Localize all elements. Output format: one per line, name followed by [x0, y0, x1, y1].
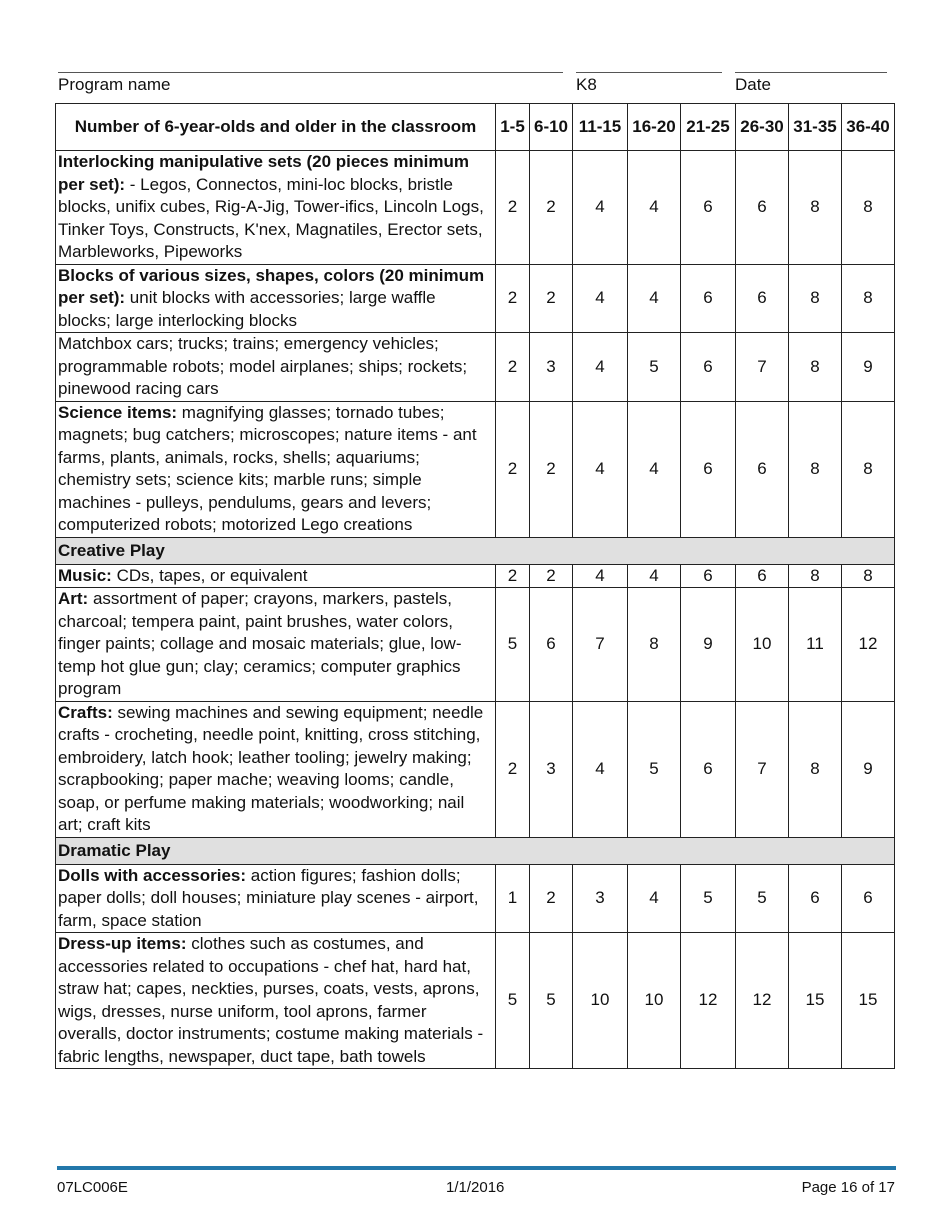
column-header-range: 16-20 — [628, 104, 681, 151]
footer-rule — [57, 1166, 896, 1170]
item-description — [56, 401, 496, 537]
quantity-cell: 4 — [573, 333, 628, 402]
item-details: unit blocks with accessories; large waffle blocks; large interlocking blocks — [58, 288, 436, 330]
column-header-range: 26-30 — [736, 104, 789, 151]
table-row — [56, 933, 895, 1069]
quantity-cell: 8 — [789, 333, 842, 402]
table-row — [56, 401, 895, 537]
quantity-cell: 4 — [573, 564, 628, 588]
quantity-cell: 2 — [530, 151, 573, 265]
quantity-cell: 8 — [789, 401, 842, 537]
table-header-row — [56, 104, 895, 151]
quantity-cell: 6 — [681, 401, 736, 537]
quantity-cell: 2 — [496, 401, 530, 537]
quantity-cell: 10 — [628, 933, 681, 1069]
item-description — [56, 333, 496, 402]
quantity-cell: 8 — [789, 151, 842, 265]
item-description — [56, 701, 496, 837]
item-description — [56, 264, 496, 333]
table-row — [56, 264, 895, 333]
quantity-cell: 8 — [842, 151, 895, 265]
quantity-cell: 2 — [496, 564, 530, 588]
item-details: clothes such as costumes, and accessories related to occupations - chef hat, hard hat, straw hat; capes, neckties, purses, coats, vests, aprons, wigs, dresses, nurse uniform, tool aprons, farmer overalls, doctor instruments; costume making materials - fabric lengths, newspaper, duct tape, bath towels — [58, 934, 484, 1066]
date-field — [735, 72, 887, 95]
quantity-cell: 7 — [573, 588, 628, 702]
item-category: Dolls with accessories: — [58, 865, 247, 885]
materials-table — [55, 103, 895, 1069]
table-row — [56, 701, 895, 837]
quantity-cell: 9 — [681, 588, 736, 702]
quantity-cell: 15 — [789, 933, 842, 1069]
item-details: magnifying glasses; tornado tubes; magnets; bug catchers; microscopes; nature items - ant farms, plants, animals, rocks, shells; aquariums; chemistry sets; science kits; marble runs; simple machines - pulleys, pendulums, gears and levers; computerized robots; motorized Lego creations — [58, 402, 477, 534]
k8-field — [576, 72, 722, 95]
quantity-cell: 4 — [573, 701, 628, 837]
quantity-cell: 2 — [530, 564, 573, 588]
table-body — [56, 151, 895, 1069]
item-description — [56, 588, 496, 702]
table-row — [56, 151, 895, 265]
section-row — [56, 837, 895, 864]
quantity-cell: 2 — [530, 401, 573, 537]
item-details: - Legos, Connectos, mini-loc blocks, bristle blocks, unifix cubes, Rig-A-Jig, Tower-ifics, Lincoln Logs, Tinker Toys, Constructs, K'nex, Magnatiles, Erector sets, Marbleworks, Pipeworks — [58, 174, 484, 261]
quantity-cell: 3 — [530, 333, 573, 402]
table-row — [56, 588, 895, 702]
quantity-cell: 3 — [573, 864, 628, 933]
column-header-range: 36-40 — [842, 104, 895, 151]
quantity-cell: 6 — [530, 588, 573, 702]
quantity-cell: 9 — [842, 333, 895, 402]
quantity-cell: 3 — [530, 701, 573, 837]
quantity-cell: 6 — [681, 564, 736, 588]
quantity-cell: 6 — [681, 701, 736, 837]
quantity-cell: 4 — [628, 401, 681, 537]
quantity-cell: 7 — [736, 333, 789, 402]
item-description — [56, 933, 496, 1069]
quantity-cell: 4 — [573, 151, 628, 265]
quantity-cell: 10 — [736, 588, 789, 702]
quantity-cell: 7 — [736, 701, 789, 837]
quantity-cell: 8 — [628, 588, 681, 702]
quantity-cell: 5 — [530, 933, 573, 1069]
quantity-cell: 2 — [530, 264, 573, 333]
quantity-cell: 1 — [496, 864, 530, 933]
item-description — [56, 151, 496, 265]
quantity-cell: 5 — [628, 333, 681, 402]
quantity-cell: 10 — [573, 933, 628, 1069]
item-description — [56, 864, 496, 933]
quantity-cell: 4 — [628, 564, 681, 588]
item-category: Blocks of various sizes, shapes, colors (20 minimum per set): — [58, 265, 485, 307]
quantity-cell: 5 — [628, 701, 681, 837]
quantity-cell: 6 — [681, 151, 736, 265]
column-header-range: 1-5 — [496, 104, 530, 151]
item-category: Science items: — [58, 402, 178, 422]
quantity-cell: 8 — [842, 264, 895, 333]
k8-label: K8 — [576, 75, 597, 94]
quantity-cell: 8 — [842, 564, 895, 588]
quantity-cell: 12 — [681, 933, 736, 1069]
quantity-cell: 8 — [789, 264, 842, 333]
quantity-cell: 5 — [681, 864, 736, 933]
section-row — [56, 537, 895, 564]
item-category: Crafts: — [58, 702, 113, 722]
quantity-cell: 8 — [842, 401, 895, 537]
column-header-range: 6-10 — [530, 104, 573, 151]
quantity-cell: 8 — [789, 701, 842, 837]
footer-date: 1/1/2016 — [446, 1179, 505, 1196]
program-name-field — [58, 72, 563, 95]
quantity-cell: 6 — [789, 864, 842, 933]
item-category: Music: — [58, 565, 112, 585]
quantity-cell: 4 — [628, 264, 681, 333]
quantity-cell: 6 — [736, 151, 789, 265]
quantity-cell: 2 — [496, 151, 530, 265]
quantity-cell: 4 — [573, 264, 628, 333]
quantity-cell: 6 — [736, 264, 789, 333]
form-id: 07LC006E — [57, 1179, 128, 1196]
quantity-cell: 8 — [789, 564, 842, 588]
item-details: CDs, tapes, or equivalent — [111, 565, 308, 585]
quantity-cell: 2 — [530, 864, 573, 933]
quantity-cell: 2 — [496, 264, 530, 333]
quantity-cell: 5 — [736, 864, 789, 933]
quantity-cell: 5 — [496, 933, 530, 1069]
quantity-cell: 15 — [842, 933, 895, 1069]
quantity-cell: 6 — [842, 864, 895, 933]
quantity-cell: 6 — [681, 264, 736, 333]
quantity-cell: 11 — [789, 588, 842, 702]
quantity-cell: 4 — [573, 401, 628, 537]
quantity-cell: 9 — [842, 701, 895, 837]
column-header-range: 11-15 — [573, 104, 628, 151]
section-heading: Dramatic Play — [56, 837, 895, 864]
item-category: Art: — [58, 589, 89, 608]
column-header-range: 21-25 — [681, 104, 736, 151]
item-description — [56, 564, 496, 588]
quantity-cell: 2 — [496, 333, 530, 402]
section-heading: Creative Play — [56, 537, 895, 564]
quantity-cell: 12 — [842, 588, 895, 702]
quantity-cell: 6 — [681, 333, 736, 402]
quantity-cell: 2 — [496, 701, 530, 837]
table-row — [56, 864, 895, 933]
table-row — [56, 564, 895, 588]
column-header-range: 31-35 — [789, 104, 842, 151]
table-row — [56, 333, 895, 402]
program-name-label: Program name — [58, 75, 171, 94]
item-details: assortment of paper; crayons, markers, pastels, charcoal; tempera paint, paint brushes, water colors, finger paints; collage and mosaic materials; glue, low-temp hot glue gun; clay; ceramics; computer graphics program — [58, 589, 462, 698]
date-label: Date — [735, 75, 771, 94]
quantity-cell: 12 — [736, 933, 789, 1069]
column-header-description: Number of 6-year-olds and older in the classroom — [56, 104, 496, 151]
item-details: action figures; fashion dolls; paper dolls; doll houses; miniature play scenes - airport, farm, space station — [58, 865, 479, 930]
quantity-cell: 4 — [628, 151, 681, 265]
quantity-cell: 6 — [736, 401, 789, 537]
quantity-cell: 4 — [628, 864, 681, 933]
item-category: Dress-up items: — [58, 934, 187, 953]
page-number: Page 16 of 17 — [801, 1179, 895, 1196]
item-category: Interlocking manipulative sets (20 pieces minimum per set): — [58, 152, 469, 194]
item-details: sewing machines and sewing equipment; needle crafts - crocheting, needle point, knitting, cross stitching, embroidery, latch hook; leather tooling; jewelry making; scrapbooking; paper mache; weaving looms; candle, soap, or perfume making materials; woodworking; nail art; craft kits — [58, 702, 484, 834]
quantity-cell: 5 — [496, 588, 530, 702]
quantity-cell: 6 — [736, 564, 789, 588]
item-details: Matchbox cars; trucks; trains; emergency vehicles; programmable robots; model airplanes; ships; rockets; pinewood racing cars — [58, 334, 468, 398]
